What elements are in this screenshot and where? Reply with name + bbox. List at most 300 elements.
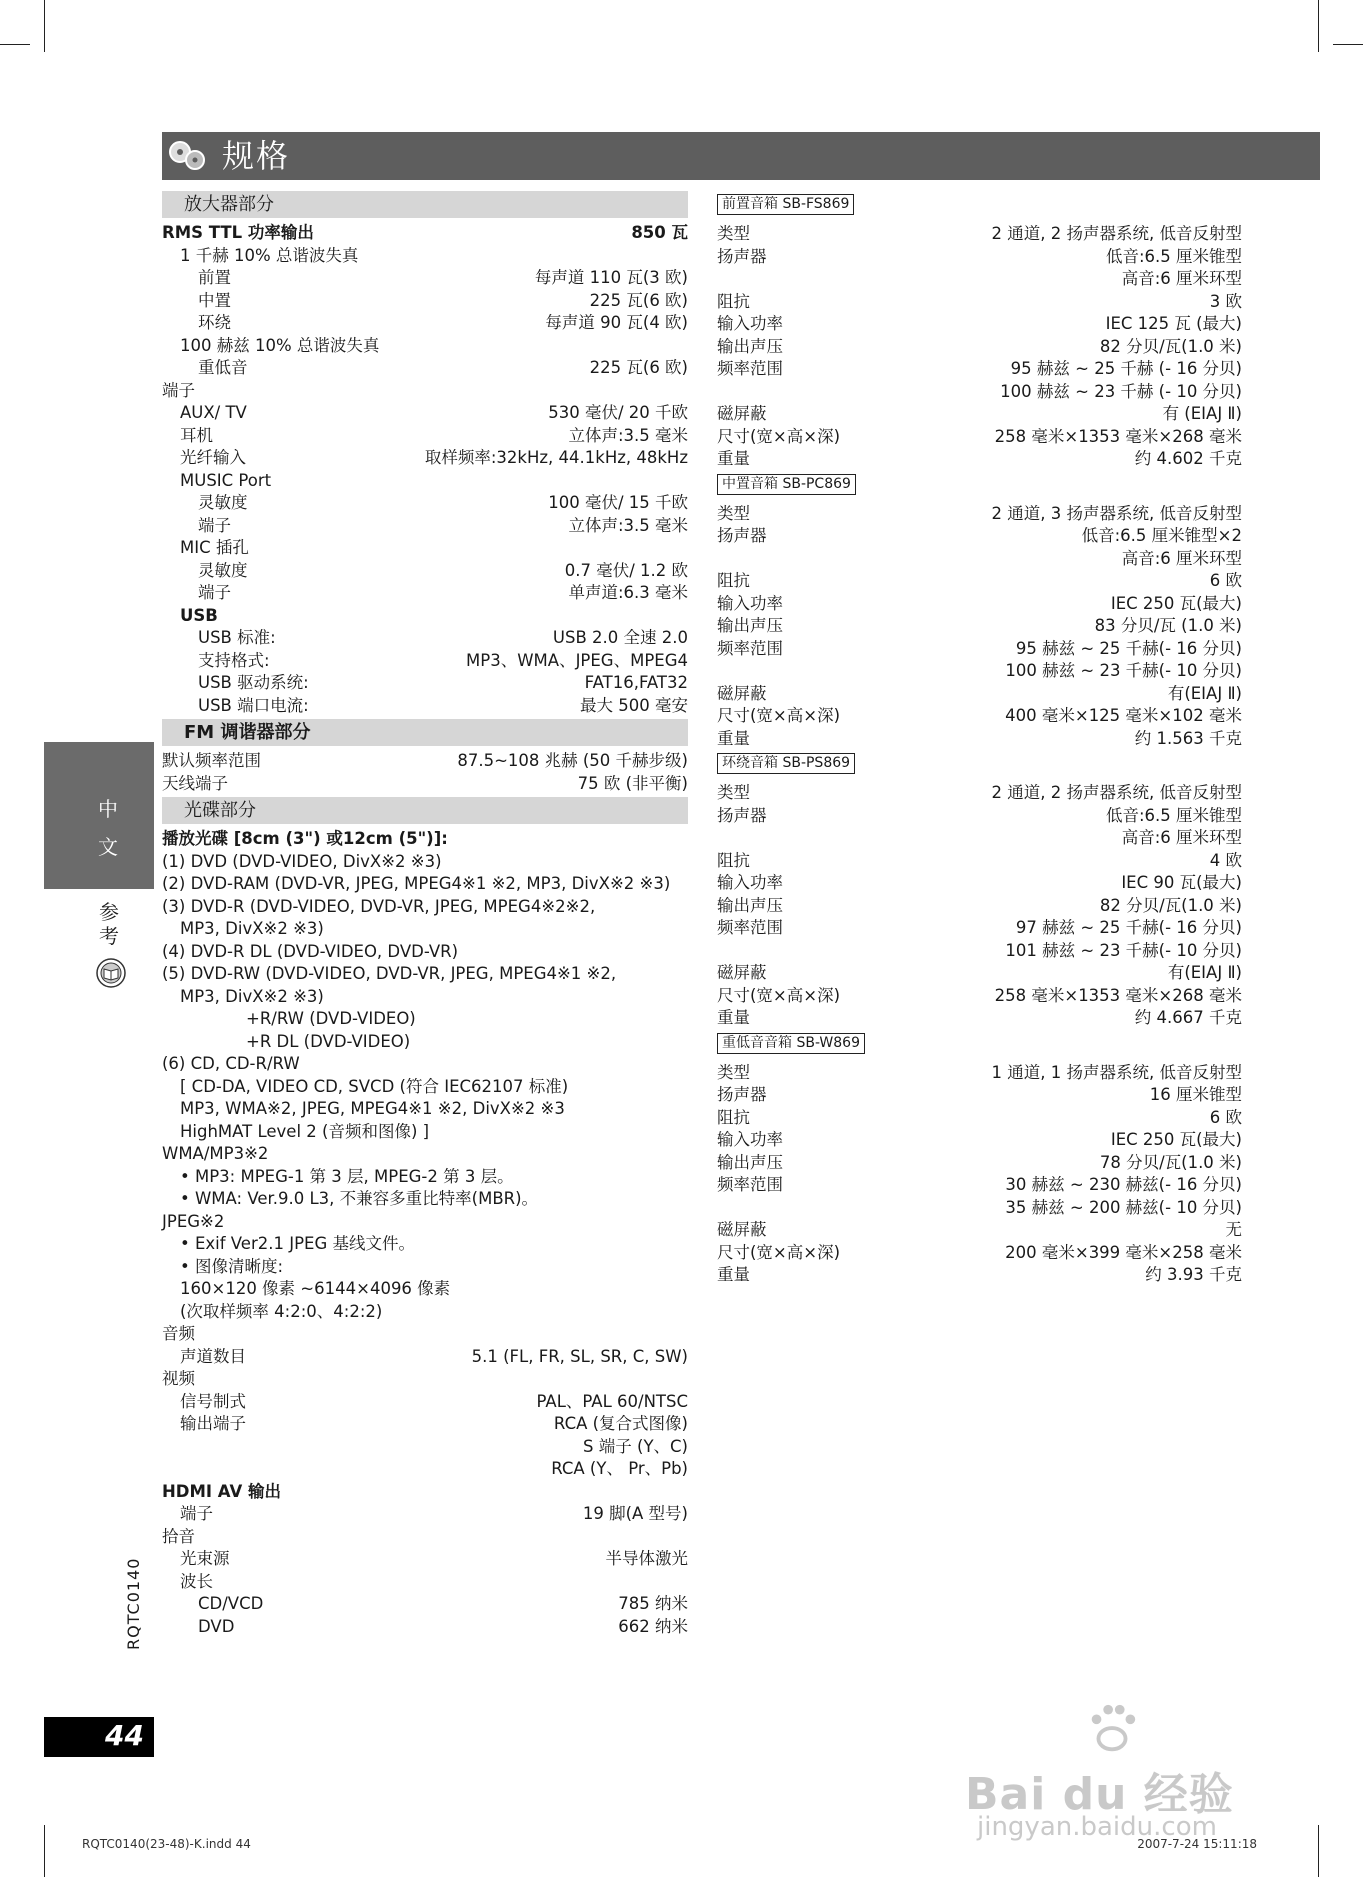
spec-row [717,1007,1242,1030]
spec-value: FAT16,FAT32 [584,673,688,692]
spec-value: 有(EIAJ Ⅱ) [1167,683,1242,703]
spec-value: 无 [1225,1220,1242,1239]
spec-value: 101 赫兹 ~ 23 千赫(- 10 分贝) [1005,940,1242,960]
spec-label: 重量 [717,728,750,748]
spec-row [162,672,688,695]
spec-label: 耳机 [180,425,213,445]
spec-row [717,1084,1242,1107]
spec-row [717,705,1242,728]
spec-value: 95 赫兹 ~ 25 千赫 (- 16 分贝) [1010,359,1242,378]
spec-label: 端子 [198,583,231,602]
spec-row [162,1166,688,1189]
right-column [717,191,1242,1287]
spec-value: 6 欧 [1209,571,1242,590]
spec-value: 每声道 90 瓦(4 欧) [545,313,688,332]
spec-row [162,941,688,964]
spec-row [162,851,688,874]
spec-row [717,381,1242,404]
spec-row [162,312,688,335]
spec-label: AUX/ TV [180,403,247,422]
spec-value: 高音:6 厘米环型 [1121,269,1242,288]
spec-value: IEC 90 瓦(最大) [1121,873,1242,892]
spec-value: 225 瓦(6 欧) [589,290,688,310]
spec-label: 天线端子 [162,773,228,793]
spec-label: 频率范围 [717,638,783,658]
spec-row [717,525,1242,548]
spec-label: (3) DVD-R (DVD-VIDEO, DVD-VR, JPEG, MPEG4※2※2, [162,896,596,916]
spec-row [162,222,688,245]
spec-value: 最大 500 毫安 [580,695,688,715]
spec-row [717,1152,1242,1175]
spec-value: 95 赫兹 ~ 25 千赫(- 16 分贝) [1015,638,1242,658]
spec-label: 阻抗 [717,571,750,590]
spec-label: 声道数目 [180,1346,246,1366]
page-title: 规格 [222,137,291,175]
spec-label: 160×120 像素 ~6144×4096 像素 [180,1279,451,1298]
fm-spec-list [162,750,688,795]
spec-row [162,335,688,358]
spec-row [162,873,688,896]
front-speaker-spec-list [717,223,1242,471]
spec-row [162,290,688,313]
spec-value: 4 欧 [1209,850,1242,870]
book-icon [96,958,126,988]
spec-label: MP3, WMA※2, JPEG, MPEG4※1 ※2, DivX※2 ※3 [180,1099,565,1118]
spec-label: 音频 [162,1324,195,1343]
spec-value: 1 通道, 1 扬声器系统, 低音反射型 [991,1062,1242,1082]
spec-label: 输出声压 [717,1152,783,1172]
spec-row [162,425,688,448]
spec-row [162,470,688,493]
spec-label: 频率范围 [717,1175,783,1194]
spec-row [162,1143,688,1166]
spec-value: 约 1.563 千克 [1134,728,1242,748]
spec-value: 6 欧 [1209,1107,1242,1127]
spec-value: 约 4.667 千克 [1134,1008,1242,1027]
spec-row [162,1548,688,1571]
spec-value: 低音:6.5 厘米锥型 [1105,805,1242,825]
spec-row [162,537,688,560]
spec-label: 默认频率范围 [162,751,261,770]
spec-label: 中置 [198,290,231,310]
spec-row [162,380,688,403]
spec-row [162,1301,688,1324]
spec-label: 磁屏蔽 [717,404,767,423]
spec-label: 波长 [180,1571,213,1591]
spec-row [162,267,688,290]
spec-row [162,1391,688,1414]
spec-label: 尺寸(宽×高×深) [717,426,841,446]
spec-label: CD/VCD [198,1594,264,1613]
spec-row [717,1174,1242,1197]
spec-label: HDMI AV 输出 [162,1481,281,1501]
spec-label: 扬声器 [717,1085,767,1104]
spec-row [162,245,688,268]
crop-mark [44,0,45,52]
spec-label: +R DL (DVD-VIDEO) [246,1031,411,1051]
section-fm-tuner: FM 调谐器部分 [162,719,688,746]
subwoofer-label: 重低音音箱 SB-W869 [717,1033,865,1054]
section-amplifier: 放大器部分 [162,191,688,218]
spec-label: 尺寸(宽×高×深) [717,985,841,1005]
spec-row [717,872,1242,895]
spec-row [717,358,1242,381]
spec-label: JPEG※2 [162,1211,225,1231]
spec-value: 2 通道, 2 扬声器系统, 低音反射型 [991,783,1242,802]
spec-value: 立体声:3.5 毫米 [568,425,688,445]
spec-row [162,1413,688,1436]
watermark [965,1700,1295,1850]
spec-row [717,782,1242,805]
spec-row [717,940,1242,963]
page-number-box [44,1717,154,1757]
spec-value: 35 赫兹 ~ 200 赫兹(- 10 分贝) [1005,1197,1242,1217]
model-number: RQTC0140 [124,1557,143,1650]
spec-label: 输入功率 [717,873,783,892]
spec-label: • WMA: Ver.9.0 L3, 不兼容多重比特率(MBR)。 [180,1189,539,1208]
spec-row [162,605,688,628]
spec-value: 785 纳米 [618,1594,688,1613]
surround-speaker-label: 环绕音箱 SB-PS869 [717,753,855,774]
spec-value: 约 3.93 千克 [1145,1265,1242,1284]
spec-label: 1 千赫 10% 总谐波失真 [180,245,359,265]
spec-row [162,650,688,673]
spec-row [717,223,1242,246]
spec-row [162,1233,688,1256]
spec-label: 重低音 [198,358,248,377]
crop-mark [1318,1825,1319,1877]
spec-row [717,1242,1242,1265]
spec-value: IEC 125 瓦 (最大) [1105,314,1242,333]
spec-label: 前置 [198,268,231,287]
spec-value: 530 毫伏/ 20 千欧 [548,403,688,422]
crop-mark [44,1825,45,1877]
subwoofer-spec-list [717,1062,1242,1287]
spec-value: 83 分贝/瓦 (1.0 米) [1094,616,1242,635]
spec-label: 支持格式: [198,650,270,670]
spec-label: 扬声器 [717,246,767,266]
spec-row [162,750,688,773]
spec-row [162,560,688,583]
spec-value: 单声道:6.3 毫米 [568,583,688,602]
spec-value: 258 毫米×1353 毫米×268 毫米 [994,985,1242,1005]
spec-row [717,1219,1242,1242]
spec-row [717,615,1242,638]
spec-label: 尺寸(宽×高×深) [717,1242,841,1262]
spec-row [717,1062,1242,1085]
language-label: 中文 [98,797,118,859]
spec-row [162,1256,688,1279]
paw-icon [1083,1700,1141,1758]
spec-label: RMS TTL 功率输出 [162,223,314,242]
spec-value: 2 通道, 3 扬声器系统, 低音反射型 [991,503,1242,523]
spec-row [162,627,688,650]
spec-row [162,1436,688,1459]
spec-value: 取样频率:32kHz, 44.1kHz, 48kHz [424,448,688,467]
spec-value: 约 4.602 千克 [1134,449,1242,468]
spec-label: DVD [198,1616,235,1636]
spec-value: 662 纳米 [618,1616,688,1636]
spec-row [717,1197,1242,1220]
spec-label: 光束源 [180,1549,230,1568]
spec-label: [ CD-DA, VIDEO CD, SVCD (符合 IEC62107 标准) [180,1076,569,1096]
spec-value: 100 赫兹 ~ 23 千赫 (- 10 分贝) [1000,381,1242,401]
spec-label: MUSIC Port [180,470,272,490]
spec-label: 环绕 [198,313,231,332]
spec-label: 视频 [162,1369,195,1388]
spec-label: (次取样频率 4:2:0、4:2:2) [180,1301,383,1321]
spec-row [162,447,688,470]
spec-value: MP3、WMA、JPEG、MPEG4 [466,650,688,670]
spec-value: 低音:6.5 厘米锥型 [1105,246,1242,266]
spec-row [717,426,1242,449]
spec-row [162,1616,688,1639]
center-speaker-label: 中置音箱 SB-PC869 [717,474,856,495]
spec-label: (5) DVD-RW (DVD-VIDEO, DVD-VR, JPEG, MPEG4※1 ※2, [162,964,617,983]
spec-label: 灵敏度 [198,560,248,580]
front-speaker-label: 前置音箱 SB-FS869 [717,194,854,215]
spec-label: 100 赫兹 10% 总谐波失真 [180,335,380,355]
spec-row [162,1076,688,1099]
spec-label: 光纤输入 [180,448,246,467]
spec-label: MIC 插孔 [180,538,249,557]
spec-value: IEC 250 瓦(最大) [1110,1130,1242,1149]
spec-label: 端子 [180,1504,213,1523]
spec-row [717,728,1242,751]
spec-row [717,895,1242,918]
spec-row [717,1264,1242,1287]
spec-row [717,827,1242,850]
spec-label: 重量 [717,1008,750,1027]
spec-value: 82 分贝/瓦(1.0 米) [1099,336,1242,356]
discs-icon [168,138,208,174]
spec-label: USB [180,605,218,625]
spec-row [717,850,1242,873]
spec-value: 30 赫兹 ~ 230 赫兹(- 16 分贝) [1005,1175,1242,1194]
spec-row [717,548,1242,571]
spec-label: (6) CD, CD-R/RW [162,1054,300,1073]
spec-label: 磁屏蔽 [717,963,767,982]
spec-row [162,402,688,425]
spec-value: 高音:6 厘米环型 [1121,548,1242,568]
spec-value: RCA (复合式图像) [553,1414,688,1433]
spec-value: 400 毫米×125 毫米×102 毫米 [1005,706,1242,725]
spec-row [162,1031,688,1054]
spec-row [717,403,1242,426]
spec-row [717,683,1242,706]
spec-row [162,695,688,718]
spec-value: IEC 250 瓦(最大) [1110,593,1242,613]
reference-label: 参考 [99,900,119,948]
footer-date: 2007-7-24 15:11:18 [1137,1837,1257,1851]
spec-value: 0.7 毫伏/ 1.2 欧 [564,560,688,580]
spec-row [162,1098,688,1121]
spec-value: 75 欧 (非平衡) [577,773,688,793]
spec-label: 类型 [717,1062,750,1082]
spec-row [162,773,688,796]
spec-row [717,503,1242,526]
spec-label: 输出端子 [180,1414,246,1433]
spec-label: 磁屏蔽 [717,683,767,703]
spec-row [717,291,1242,314]
spec-row [717,917,1242,940]
spec-label: 输入功率 [717,314,783,333]
spec-label: 类型 [717,224,750,243]
spec-value: RCA (Y、 Pr、Pb) [551,1459,688,1478]
spec-value: USB 2.0 全速 2.0 [552,628,688,647]
spec-value: 200 毫米×399 毫米×258 毫米 [1005,1242,1242,1262]
spec-row [717,985,1242,1008]
spec-label: 尺寸(宽×高×深) [717,706,841,725]
spec-row [717,1107,1242,1130]
spec-row [162,1593,688,1616]
spec-row [717,268,1242,291]
spec-row [162,1481,688,1504]
crop-mark [0,44,30,45]
spec-row [162,1458,688,1481]
spec-label: 扬声器 [717,526,767,545]
footer-file: RQTC0140(23-48)-K.indd 44 [82,1837,251,1851]
spec-label: 磁屏蔽 [717,1220,767,1239]
spec-label: 播放光碟 [8cm (3") 或12cm (5")]: [162,829,448,848]
spec-value: 258 毫米×1353 毫米×268 毫米 [994,426,1242,446]
page-header [162,132,1320,180]
spec-label: 重量 [717,1265,750,1284]
spec-value: 850 瓦 [631,223,688,242]
surround-speaker-spec-list [717,782,1242,1030]
center-speaker-spec-list [717,503,1242,751]
spec-label: 类型 [717,783,750,802]
spec-row [162,582,688,605]
spec-label: +R/RW (DVD-VIDEO) [246,1009,416,1028]
spec-row [717,962,1242,985]
spec-label: 扬声器 [717,805,767,825]
spec-label: (4) DVD-R DL (DVD-VIDEO, DVD-VR) [162,941,459,961]
spec-row [162,357,688,380]
spec-label: 输出声压 [717,616,783,635]
spec-value: 高音:6 厘米环型 [1121,828,1242,847]
spec-row [162,963,688,986]
spec-row [162,1211,688,1234]
spec-value: 225 瓦(6 欧) [589,358,688,377]
spec-row [162,1503,688,1526]
crop-mark [1318,0,1319,52]
spec-row [162,1368,688,1391]
spec-row [717,570,1242,593]
spec-label: • 图像清晰度: [180,1256,284,1276]
spec-label: 拾音 [162,1526,195,1546]
spec-label: USB 标准: [198,628,276,647]
spec-value: 100 毫伏/ 15 千欧 [548,493,688,512]
spec-label: 信号制式 [180,1391,246,1411]
watermark-brand: Bai du 经验 [965,1769,1234,1820]
spec-label: WMA/MP3※2 [162,1144,269,1163]
spec-value: 2 通道, 2 扬声器系统, 低音反射型 [991,224,1242,243]
spec-value: PAL、PAL 60/NTSC [536,1391,688,1411]
spec-row [162,918,688,941]
spec-label: MP3, DivX※2 ※3) [180,986,324,1006]
spec-value: 有 (EIAJ Ⅱ) [1162,404,1242,423]
spec-row [717,660,1242,683]
spec-label: 端子 [162,380,195,400]
spec-row [162,1053,688,1076]
spec-row [162,1008,688,1031]
spec-row [717,313,1242,336]
spec-row [162,492,688,515]
spec-value: 每声道 110 瓦(3 欧) [534,268,688,287]
spec-label: 输出声压 [717,895,783,915]
spec-value: 3 欧 [1209,291,1242,311]
spec-value: 低音:6.5 厘米锥型×2 [1081,526,1242,545]
spec-label: 端子 [198,515,231,535]
spec-label: USB 驱动系统: [198,673,309,692]
spec-label: (1) DVD (DVD-VIDEO, DivX※2 ※3) [162,851,442,871]
spec-row [717,805,1242,828]
spec-label: HighMAT Level 2 (音频和图像) ] [180,1121,430,1141]
spec-label: (2) DVD-RAM (DVD-VR, JPEG, MPEG4※1 ※2, MP3, DivX※2 ※3) [162,874,671,893]
spec-row [717,1129,1242,1152]
amplifier-spec-list [162,222,688,717]
spec-label: • MP3: MPEG-1 第 3 层, MPEG-2 第 3 层。 [180,1166,514,1186]
spec-label: 重量 [717,449,750,468]
spec-value: 82 分贝/瓦(1.0 米) [1099,895,1242,915]
disc-spec-list [162,828,688,1638]
spec-label: 阻抗 [717,1107,750,1127]
spec-label: 输入功率 [717,593,783,613]
spec-label: 输入功率 [717,1130,783,1149]
left-column [162,189,688,1638]
page-number: 44 [105,1719,144,1752]
spec-row [162,1188,688,1211]
spec-value: 半导体激光 [605,1549,688,1568]
spec-row [162,1121,688,1144]
spec-row [162,1323,688,1346]
spec-row [162,1526,688,1549]
spec-label: 阻抗 [717,291,750,311]
spec-value: 19 脚(A 型号) [582,1504,688,1523]
spec-label: MP3, DivX※2 ※3) [180,919,324,938]
spec-label: 阻抗 [717,850,750,870]
spec-label: • Exif Ver2.1 JPEG 基线文件。 [180,1234,416,1253]
spec-row [717,593,1242,616]
spec-row [162,828,688,851]
spec-value: 87.5~108 兆赫 (50 千赫步级) [457,751,688,770]
watermark-url: jingyan.baidu.com [977,1812,1217,1842]
spec-row [717,246,1242,269]
crop-mark [1333,44,1363,45]
spec-row [162,896,688,919]
spec-label: 频率范围 [717,918,783,937]
spec-label: 频率范围 [717,359,783,378]
spec-value: S 端子 (Y、C) [583,1436,688,1456]
spec-row [162,1278,688,1301]
section-disc: 光碟部分 [162,797,688,824]
spec-value: 立体声:3.5 毫米 [568,515,688,535]
spec-row [162,1571,688,1594]
spec-value: 有(EIAJ Ⅱ) [1167,963,1242,982]
spec-value: 78 分贝/瓦(1.0 米) [1099,1152,1242,1172]
spec-label: 类型 [717,503,750,523]
spec-row [162,986,688,1009]
spec-label: 输出声压 [717,336,783,356]
spec-row [717,448,1242,471]
spec-value: 97 赫兹 ~ 25 千赫(- 16 分贝) [1015,918,1242,937]
spec-row [162,515,688,538]
spec-label: 灵敏度 [198,493,248,512]
spec-value: 5.1 (FL, FR, SL, SR, C, SW) [471,1346,688,1366]
spec-row [717,336,1242,359]
spec-value: 16 厘米锥型 [1149,1085,1242,1104]
